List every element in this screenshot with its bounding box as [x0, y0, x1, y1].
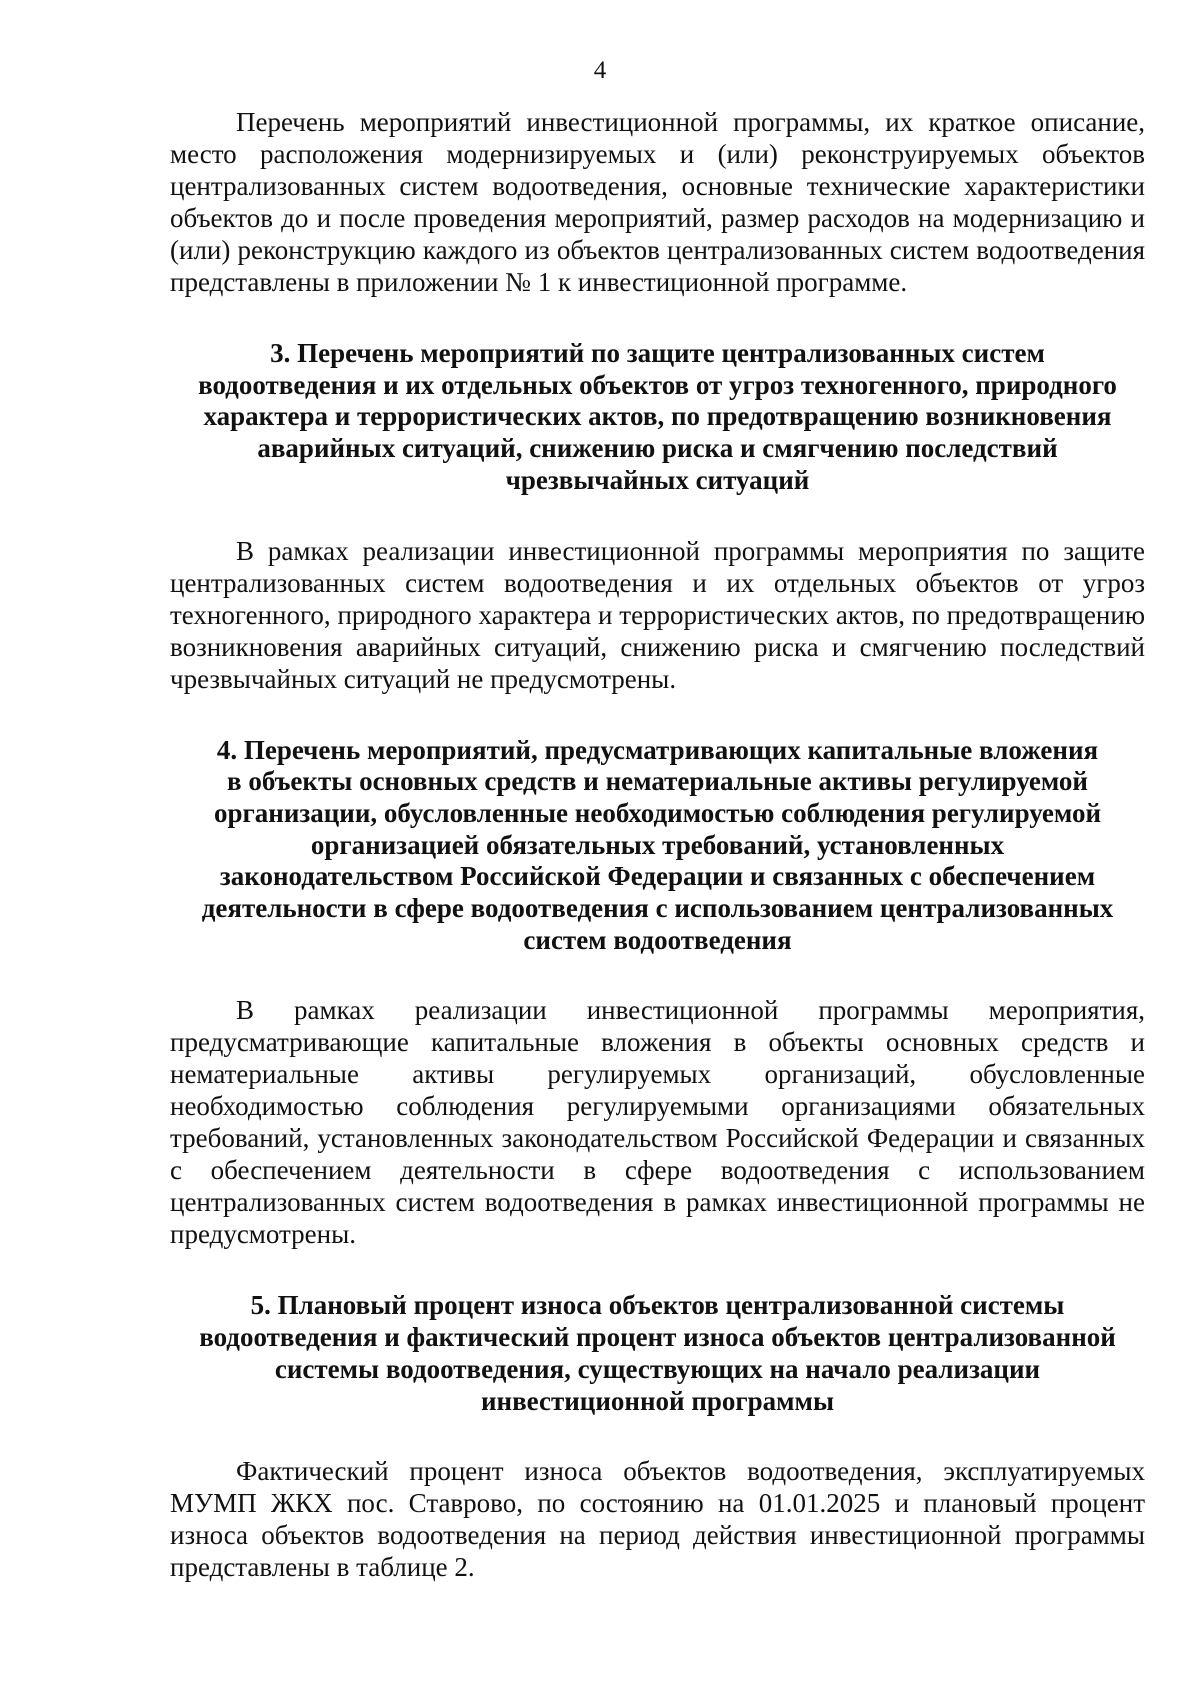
heading-line: 3. Перечень мероприятий по защите централизованных систем: [270, 338, 1045, 368]
heading-line: 5. Плановый процент износа объектов централизованной системы: [250, 1290, 1065, 1321]
heading-line: 4. Перечень мероприятий, предусматривающих капитальные вложения: [216, 734, 1099, 765]
section-5-heading: [170, 1290, 1145, 1417]
section-3-paragraph: В рамках реализации инвестиционной программы мероприятия по защите централизованных систем водоотведения и их отдельных объектов от угроз техногенного, природного характера и террористических актов, по предотвращению возникновения аварийных ситуаций, снижению риска и смягчению последствий чрезвычайных ситуаций не предусмотрены.: [170, 535, 1145, 694]
heading-line: законодательством Российской Федерации и связанных с обеспечением: [219, 861, 1096, 892]
heading-line: систем водоотведения: [523, 924, 792, 955]
section-4-paragraph: В рамках реализации инвестиционной программы мероприятия, предусматривающие капитальные вложения в объекты основных средств и нематериальные активы регулируемых организаций, обусловленные необходимостью соблюдения регулируемыми организациями обязательных требований, установленных законодательством Российской Федерации и связанных с обеспечением деятельности в сфере водоотведения с использованием централизованных систем водоотведения в рамках инвестиционной программы не предусмотрены.: [170, 995, 1145, 1250]
intro-paragraph: Перечень мероприятий инвестиционной программы, их краткое описание, место расположения модернизируемых и (или) реконструируемых объектов централизованных систем водоотведения, основные технические характеристики объектов до и после проведения мероприятий, размер расходов на модернизацию и (или) реконструкцию каждого из объектов централизованных систем водоотведения представлены в приложении № 1 к инвестиционной программе.: [170, 107, 1145, 297]
heading-line: водоотведения и фактический процент износа объектов централизованной: [199, 1322, 1116, 1353]
heading-line: характера и террористических актов, по предотвращению возникновения: [203, 401, 1112, 432]
heading-line: аварийных ситуаций, снижению риска и смягчению последствий: [257, 433, 1058, 464]
section-3-heading: [170, 338, 1145, 497]
document-body: [170, 106, 1145, 1583]
heading-line: организацией обязательных требований, установленных: [310, 829, 1005, 860]
heading-line: инвестиционной программы: [480, 1385, 835, 1416]
section-5-paragraph: Фактический процент износа объектов водоотведения, эксплуатируемых МУМП ЖКХ пос. Ставрово, по состоянию на 01.01.2025 и плановый процент износа объектов водоотведения на период действия инвестиционной программы представлены в таблице 2.: [170, 1456, 1145, 1583]
page-number: 4: [593, 57, 607, 84]
heading-line: организации, обусловленные необходимостью соблюдения регулируемой: [213, 797, 1102, 828]
heading-line: деятельности в сфере водоотведения с использованием централизованных: [201, 893, 1114, 924]
heading-line: в объекты основных средств и нематериальные активы регулируемой: [227, 766, 1088, 797]
heading-line: системы водоотведения, существующих на начало реализации: [274, 1353, 1041, 1384]
heading-line: водоотведения и их отдельных объектов от угроз техногенного, природного: [198, 369, 1117, 400]
heading-line: чрезвычайных ситуаций: [505, 464, 810, 495]
section-4-heading: [170, 735, 1145, 957]
